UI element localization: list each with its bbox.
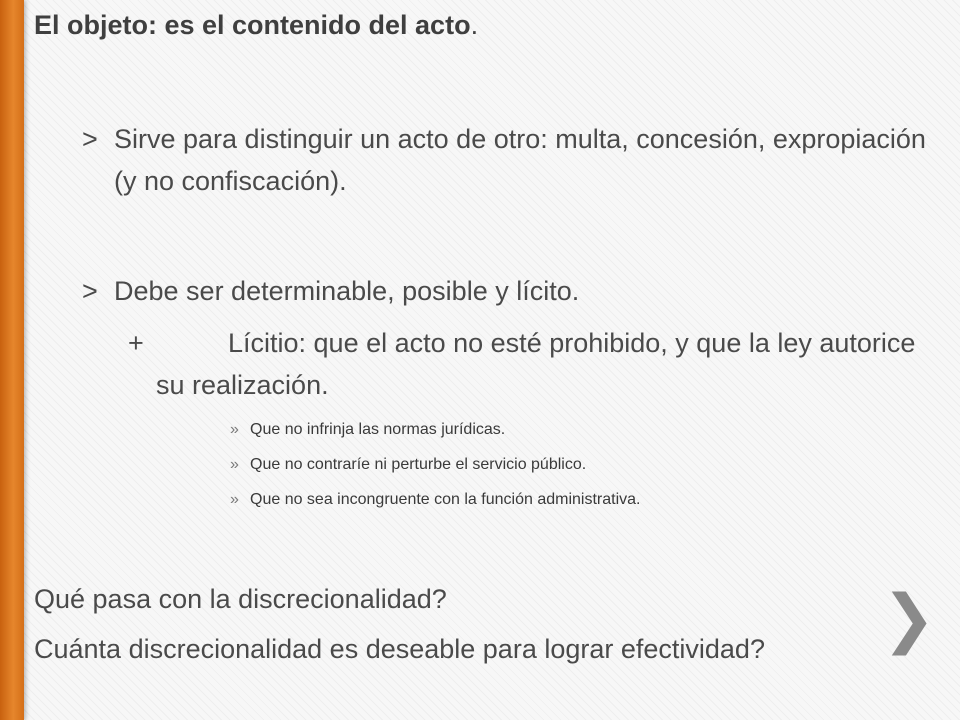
subsub-marker: »	[230, 421, 239, 438]
bullet-text: Sirve para distinguir un acto de otro: multa, concesión, expropiación (y no confiscación).	[114, 124, 926, 196]
question-efectividad: Cuánta discrecionalidad es deseable para lograr efectividad?	[34, 634, 765, 664]
subsub-item-normas	[230, 420, 930, 440]
chevron-right-icon: ❯	[882, 582, 936, 654]
subsub-marker: »	[230, 456, 239, 473]
slide-heading-period: .	[470, 10, 479, 40]
subsub-item-funcion	[230, 490, 930, 510]
subsub-item-servicio	[230, 455, 930, 475]
subsub-text: Que no infrinja las normas jurídicas.	[250, 421, 506, 438]
bullet-point-distinguish	[82, 118, 952, 202]
subsub-text: Que no sea incongruente con la función administrativa.	[250, 491, 641, 508]
question-discrecionalidad: Qué pasa con la discrecionalidad?	[34, 584, 447, 614]
bullet-point-determinable	[82, 270, 952, 312]
subsub-text: Que no contraríe ni perturbe el servicio público.	[250, 456, 587, 473]
bullet-text: Debe ser determinable, posible y lícito.	[114, 276, 580, 306]
slide-heading-text: El objeto: es el contenido del acto	[34, 10, 471, 40]
subsub-marker: »	[230, 491, 239, 508]
slide-heading	[34, 10, 478, 41]
bullet-marker: >	[82, 124, 98, 154]
subbullet-marker: +	[128, 328, 144, 358]
subbullet-licito	[128, 322, 928, 406]
bullet-marker: >	[82, 276, 98, 306]
next-slide-button[interactable]	[882, 582, 936, 654]
subbullet-text: Lícitio: que el acto no esté prohibido, y que la ley autorice su realización.	[156, 328, 916, 400]
